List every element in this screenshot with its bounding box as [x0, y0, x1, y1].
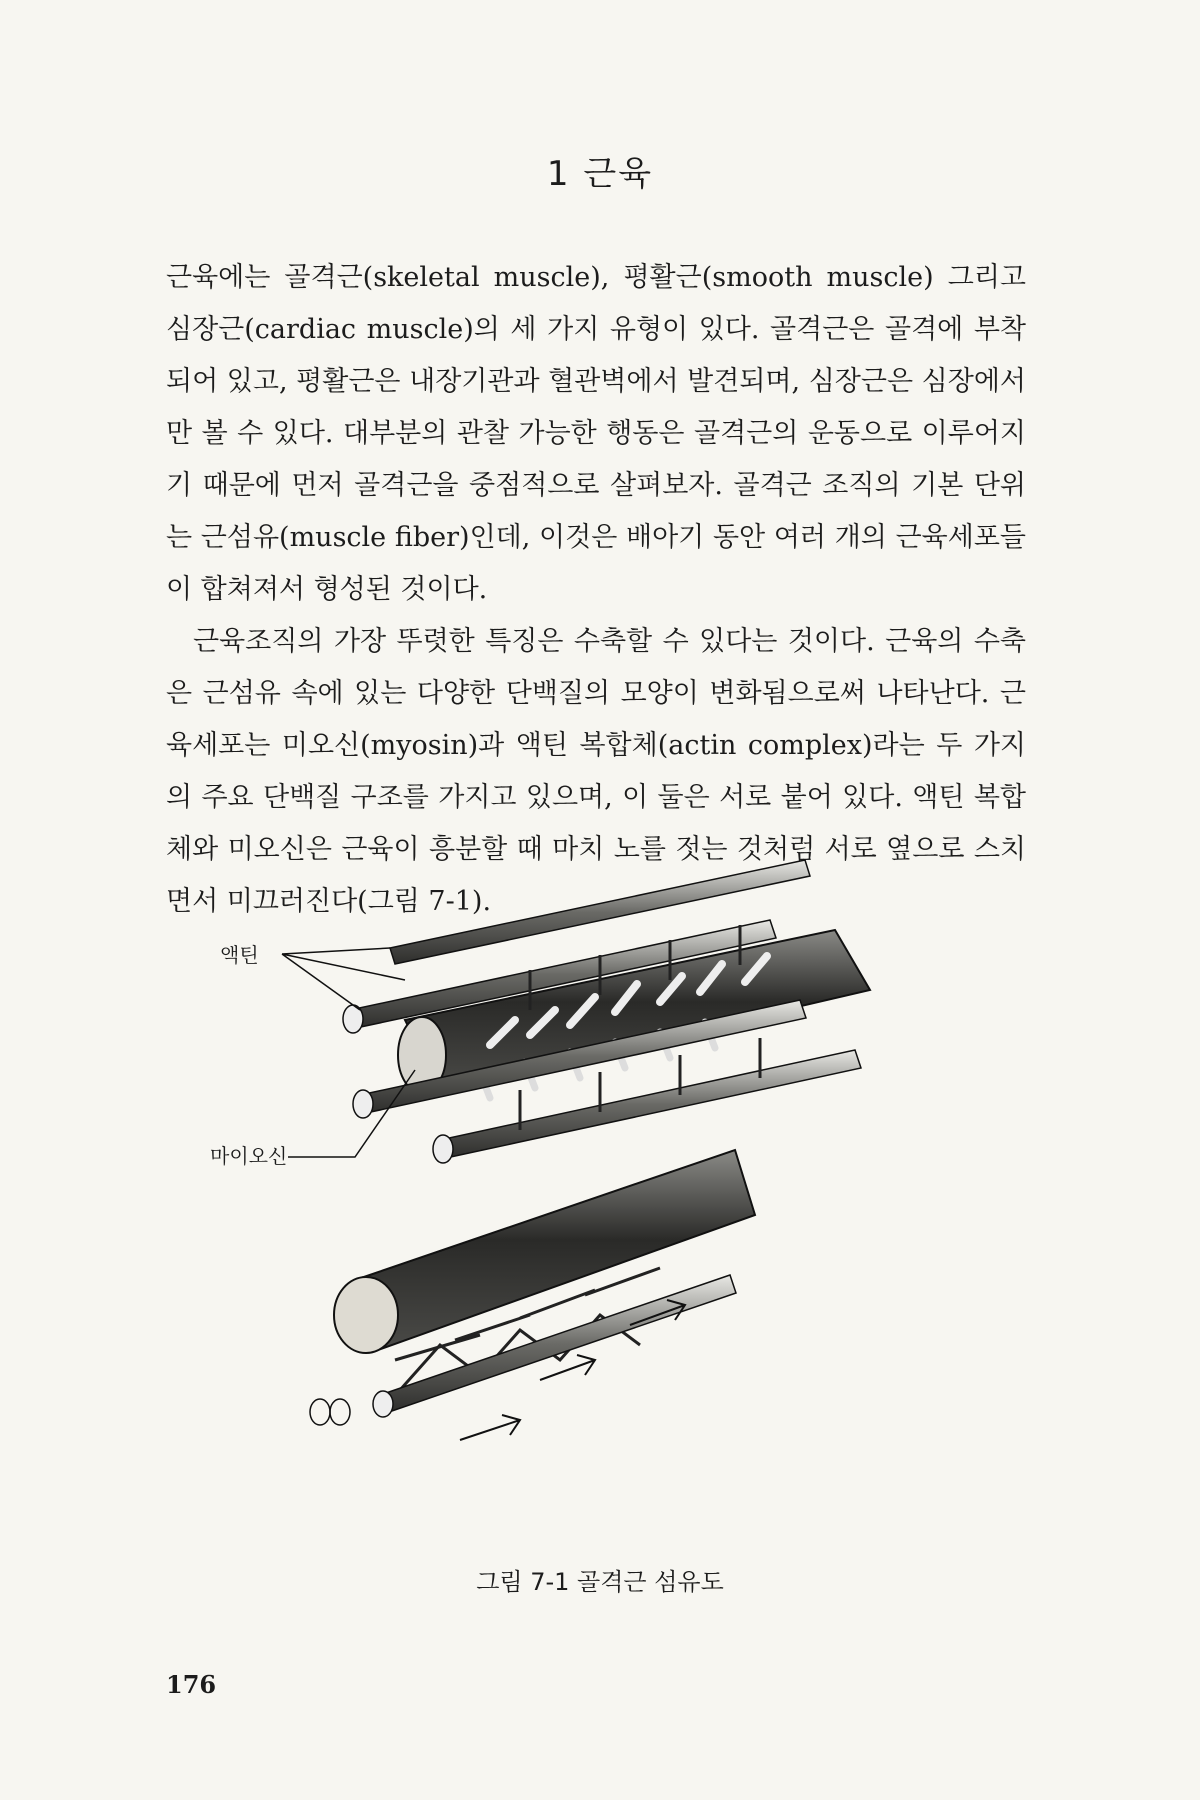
actin-label: 액틴 — [220, 943, 259, 967]
lower-myosin-filament — [334, 1150, 755, 1353]
section-title: 1 근육 — [546, 154, 654, 194]
muscle-fiber-figure — [210, 943, 1010, 1550]
paragraph-2: 근육조직의 가장 뚜렷한 특징은 수축할 수 있다는 것이다. 근육의 수축은 근섬유 속에 있는 다양한 단백질의 모양이 변화됨으로써 나타난다. 근육세포는 미오신(myosin)과 액틴 복합체(actin complex)라는 두 가지의 주요 단백질 구조를 가지고 있으며, 이 둘은 서로 붙어 있다. 액틴 복합체와 미오신은 근육이 흥분할 때 마치 노를 젓는 것처럼 서로 옆으로 스치면서 미끄러진다(그림 7-1). — [166, 626, 1026, 917]
figure-caption: 그림 7-1 골격근 섬유도 — [476, 1568, 724, 1596]
muscle-fiber-illustration — [210, 943, 1010, 1550]
myosin-leader-line — [288, 1070, 415, 1157]
page-number: 176 — [166, 1670, 217, 1699]
body-text — [166, 252, 1026, 928]
paragraph-1: 근육에는 골격근(skeletal muscle), 평활근(smooth muscle) 그리고 심장근(cardiac muscle)의 세 가지 유형이 있다. 골격근은 골격에 부착되어 있고, 평활근은 내장기관과 혈관벽에서 발견되며, 심장근은 심장에서만 볼 수 있다. 대부분의 관찰 가능한 행동은 골격근의 운동으로 이루어지기 때문에 먼저 골격근을 중점적으로 살펴보자. 골격근 조직의 기본 단위는 근섬유(muscle fiber)인데, 이것은 배아기 동안 여러 개의 근육세포들이 합쳐져서 형성된 것이다. — [166, 262, 1026, 605]
myosin-label: 마이오신 — [210, 1144, 288, 1168]
actin-leader-lines — [282, 948, 405, 1010]
